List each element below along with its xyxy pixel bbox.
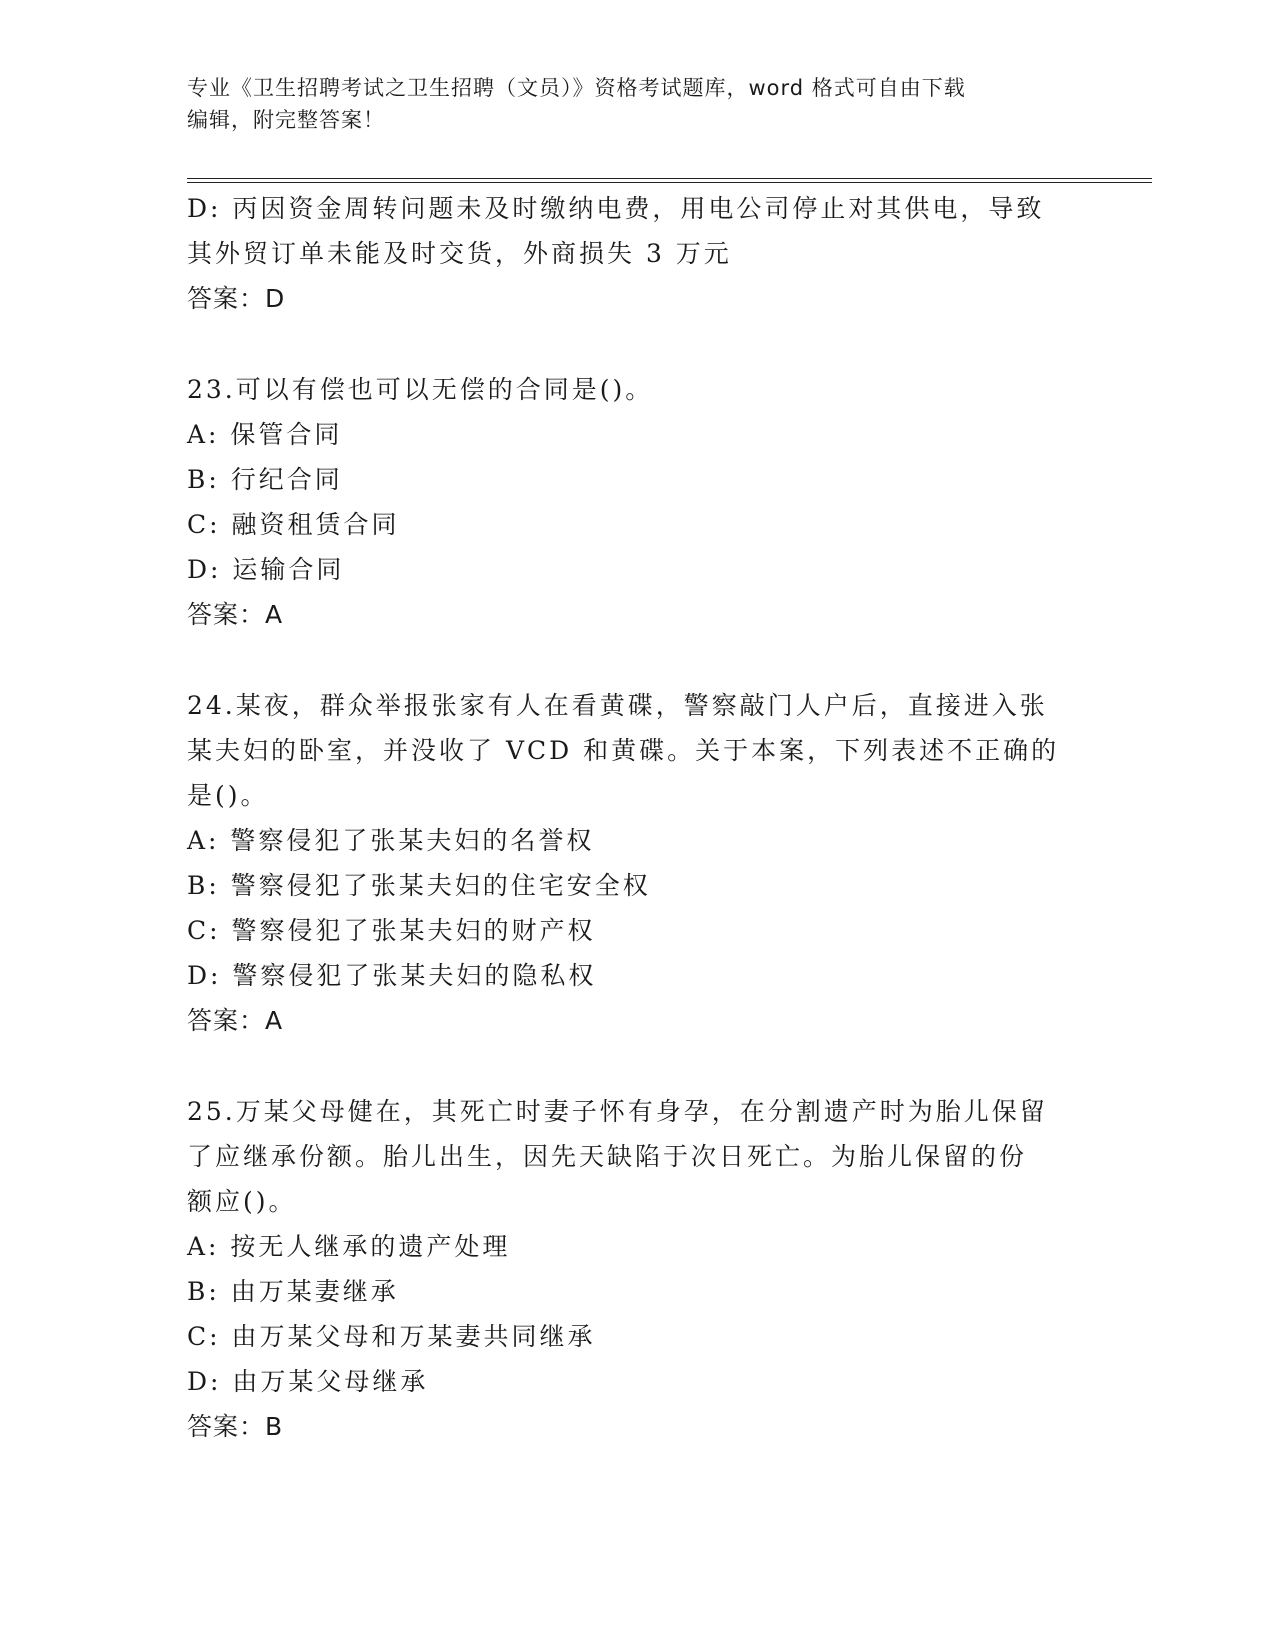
option-c: C: 融资租赁合同 [187, 510, 400, 539]
spacer [187, 1043, 1087, 1089]
question-stem-line-1: 25.万某父母健在，其死亡时妻子怀有身孕，在分割遗产时为胎儿保留 [187, 1097, 1048, 1126]
question-stem-line-2: 某夫妇的卧室，并没收了 VCD 和黄碟。关于本案，下列表述不正确的 [187, 736, 1060, 765]
option-b: B: 警察侵犯了张某夫妇的住宅安全权 [187, 871, 651, 900]
header-rule-bottom [187, 182, 1152, 183]
document-header [187, 72, 1067, 136]
option-c: C: 由万某父母和万某妻共同继承 [187, 1322, 596, 1351]
option-d: D: 警察侵犯了张某夫妇的隐私权 [187, 961, 597, 990]
option-b: B: 行纪合同 [187, 465, 343, 494]
option-a: A: 警察侵犯了张某夫妇的名誉权 [187, 826, 595, 855]
question-stem-line-1: 24.某夜，群众举报张家有人在看黄碟，警察敲门人户后，直接进入张 [187, 691, 1048, 720]
answer-label: 答案：A [187, 1006, 284, 1035]
option-a: A: 保管合同 [187, 420, 343, 449]
spacer [187, 637, 1087, 683]
question-stem: 23.可以有偿也可以无偿的合同是()。 [187, 375, 654, 404]
option-d-line-1: D: 丙因资金周转问题未及时缴纳电费，用电公司停止对其供电，导致 [187, 194, 1045, 223]
header-line-2: 编辑，附完整答案！ [187, 108, 385, 132]
answer-label: 答案：B [187, 1412, 284, 1441]
header-rule-top [187, 178, 1152, 179]
header-line-1: 专业《卫生招聘考试之卫生招聘（文员）》资格考试题库，word 格式可自由下载 [187, 76, 966, 100]
option-d: D: 由万某父母继承 [187, 1367, 429, 1396]
question-24 [187, 683, 1087, 1043]
option-b: B: 由万某妻继承 [187, 1277, 399, 1306]
option-d-line-2: 其外贸订单未能及时交货，外商损失 3 万元 [187, 239, 732, 268]
answer-label: 答案：D [187, 284, 286, 313]
answer-label: 答案：A [187, 600, 284, 629]
question-22-continued [187, 186, 1087, 321]
question-list [187, 186, 1087, 1449]
question-25 [187, 1089, 1087, 1449]
question-stem-line-2: 了应继承份额。胎儿出生，因先天缺陷于次日死亡。为胎儿保留的份 [187, 1142, 1028, 1171]
question-stem-line-3: 是()。 [187, 781, 269, 810]
option-d: D: 运输合同 [187, 555, 345, 584]
option-a: A: 按无人继承的遗产处理 [187, 1232, 511, 1261]
question-23 [187, 367, 1087, 637]
spacer [187, 321, 1087, 367]
option-c: C: 警察侵犯了张某夫妇的财产权 [187, 916, 596, 945]
question-stem-line-3: 额应()。 [187, 1187, 297, 1216]
